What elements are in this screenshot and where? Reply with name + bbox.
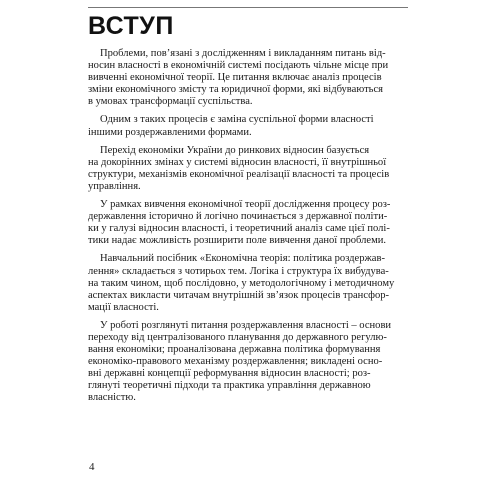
page-title: ВСТУП [88, 12, 174, 40]
text-line: іншими роздержавленими формами. [88, 126, 252, 138]
text-line: носин власності в економічній системі посідають чільне місце при [88, 60, 389, 72]
text-line: структури, механізмів економічної реалізації власності та процесів [88, 168, 390, 180]
text-line: на таким чином, щоб послідовно, у методологічному і методичному [88, 277, 395, 289]
text-line: мації власності. [88, 301, 159, 313]
text-line: лення» складається з чотирьох тем. Логіка і структура їх вибудува- [88, 265, 389, 277]
paragraph [88, 48, 410, 108]
text-line: У роботі розглянуті питання роздержавлення власності – основи [100, 319, 392, 331]
paragraph [88, 320, 410, 405]
page-number: 4 [89, 461, 95, 473]
text-line: переходу від централізованого планування до державного регулю- [88, 331, 387, 343]
text-line: вивченні економічної теорії. Це питання включає аналіз процесів [88, 72, 382, 84]
text-line: глянуті теоретичні підходи та практика управління державною [88, 380, 371, 392]
text-line: вні державні концепції реформування відносин власності; роз- [88, 368, 371, 380]
text-line: вання економіки; проаналізована державна політика формування [88, 344, 381, 356]
text-line: тики надає можливість розширити поле вивчення даної проблеми. [88, 235, 387, 247]
text-line: на докорінних змінах у системі відносин власності, її внутрішньої [88, 156, 387, 168]
paragraph [88, 114, 410, 138]
text-line: У рамках вивчення економічної теорії дослідження процесу роз- [100, 199, 391, 211]
text-line: зміни економічного змісту та юридичної форми, які відбуваються [88, 84, 384, 96]
text-line: власністю. [88, 392, 136, 404]
text-line: ки у галузі відносин власності, і теоретичний аналіз саме цієї полі- [88, 223, 390, 235]
text-line: аспектах викласти читачам внутрішній зв’язок процесів трансфор- [88, 289, 390, 301]
text-line: Одним з таких процесів є заміна суспільної форми власності [100, 114, 374, 126]
body-text [88, 48, 410, 411]
text-line: управління. [88, 180, 141, 192]
header-rule [88, 7, 408, 8]
paragraph [88, 253, 410, 313]
paragraph [88, 145, 410, 193]
paragraph [88, 199, 410, 247]
text-line: в умовах трансформації суспільства. [88, 96, 253, 108]
text-line: Перехід економіки України до ринкових відносин базується [100, 144, 370, 156]
text-line: економіко-правового механізму роздержавлення; викладені осно- [88, 356, 383, 368]
text-line: державлення історично й логічно починається з державної політи- [88, 211, 388, 223]
text-line: Проблеми, пов’язані з дослідженням і викладанням питань від- [100, 48, 386, 59]
text-line: Навчальний посібник «Економічна теорія: політика роздержав- [100, 253, 385, 265]
